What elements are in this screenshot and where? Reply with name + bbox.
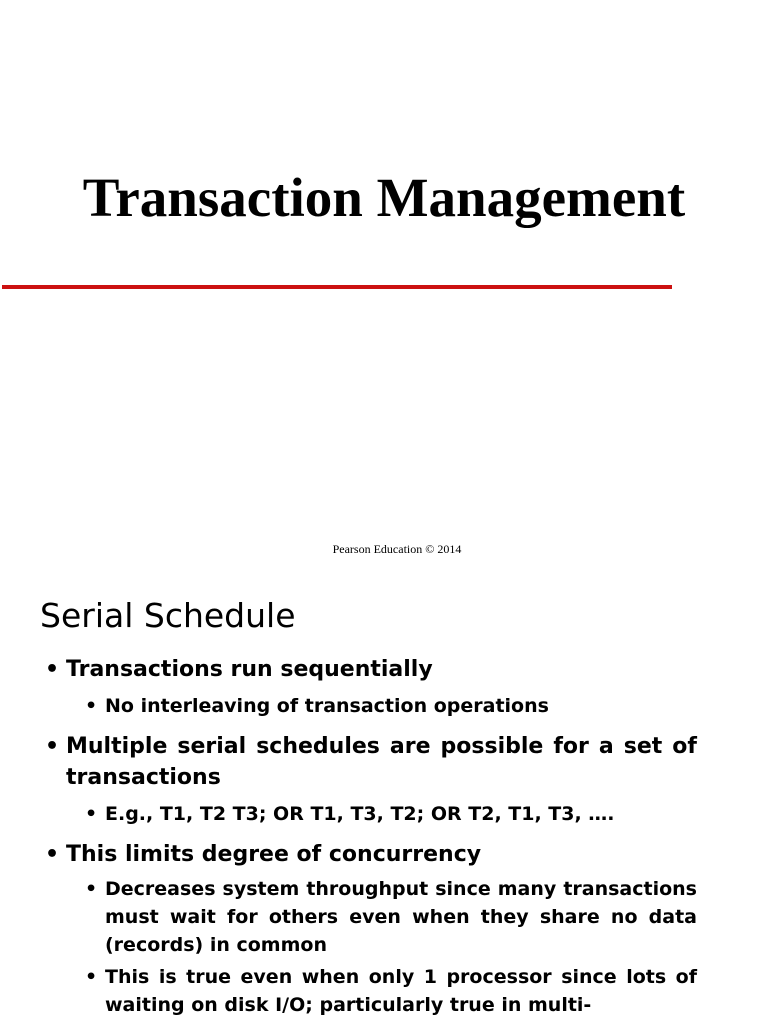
slide-serial-schedule — [0, 576, 768, 1024]
title-underline-rule — [2, 285, 672, 289]
sub-bullet-item — [85, 875, 697, 959]
bullet-dot-icon: • — [45, 657, 60, 682]
bullet-dot-icon: • — [85, 803, 98, 825]
bullet-item — [45, 731, 697, 793]
sub-bullet-item — [85, 800, 697, 828]
bullet-dot-icon: • — [85, 966, 98, 988]
copyright-credit: Pearson Education © 2014 — [332, 542, 462, 556]
slide-heading: Serial Schedule — [40, 596, 296, 635]
bullet-dot-icon: • — [45, 734, 60, 759]
bullet-text: Multiple serial schedules are possible for a set of transactions — [66, 734, 697, 790]
sub-bullet-text: No interleaving of transaction operations — [105, 695, 549, 717]
bullet-item — [45, 839, 697, 870]
sub-bullet-item — [85, 963, 697, 1019]
bullet-text: Transactions run sequentially — [66, 657, 433, 682]
bullet-dot-icon: • — [85, 878, 98, 900]
sub-bullet-text: This is true even when only 1 processor since lots of waiting on disk I/O; particularly true in multi- — [105, 966, 697, 1016]
sub-bullet-item — [85, 692, 697, 720]
bullet-dot-icon: • — [45, 842, 60, 867]
bullet-text: This limits degree of concurrency — [66, 842, 482, 867]
sub-bullet-text: E.g., T1, T2 T3; OR T1, T3, T2; OR T2, T1, T3, …. — [105, 803, 615, 825]
bullet-dot-icon: • — [85, 695, 98, 717]
slide-title-heading: Transaction Management — [82, 167, 686, 228]
sub-bullet-text: Decreases system throughput since many transactions must wait for others even when they share no data (records) in common — [105, 878, 697, 956]
bullet-item — [45, 654, 697, 685]
